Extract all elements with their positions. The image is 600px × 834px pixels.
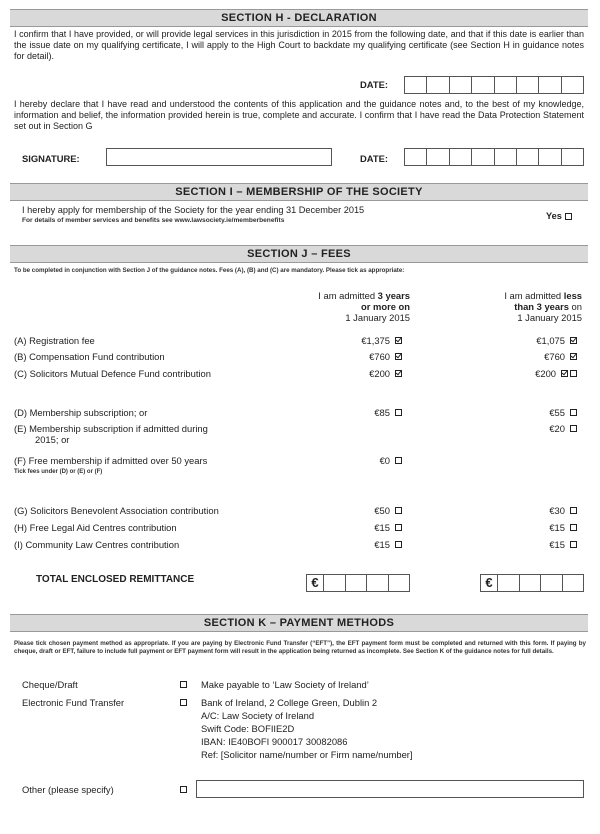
- fee-checkbox[interactable]: [570, 507, 577, 514]
- fee-value: €15: [549, 539, 565, 550]
- fee-checkbox[interactable]: [570, 409, 577, 416]
- fee-checkbox[interactable]: [395, 353, 402, 360]
- membership-yes-checkbox[interactable]: [565, 213, 572, 220]
- fee-row-label: (G) Solicitors Benevolent Association contribution: [14, 505, 219, 516]
- signature-label: SIGNATURE:: [22, 153, 80, 164]
- fee-value: €200: [369, 368, 390, 379]
- fee-value: €760: [544, 351, 565, 362]
- declaration-paragraph-1: I confirm that I have provided, or will provide legal services in this jurisdiction in 2015 from the following date, and that if this date is earlier than the issue date on my qualifying certificate, I will apply to the High Court to backdate my qualifying certificate (see Section H in guidance notes for detail).: [14, 29, 584, 61]
- fee-value: €15: [374, 522, 390, 533]
- fee-checkbox[interactable]: [570, 541, 577, 548]
- eft-account-line: A/C: Law Society of Ireland: [201, 710, 315, 721]
- fees-intro-text: To be completed in conjunction with Section J of the guidance notes. Fees (A), (B) and (C) are mandatory. Please tick as appropriate:: [14, 267, 405, 274]
- fee-checkbox[interactable]: [570, 337, 577, 344]
- section-k-header: SECTION K – PAYMENT METHODS: [10, 614, 588, 632]
- fee-row-label: (F) Free membership if admitted over 50 years: [14, 455, 208, 466]
- fee-checkbox[interactable]: [395, 507, 402, 514]
- yes-label: Yes: [546, 211, 562, 221]
- payment-intro-text: Please tick chosen payment method as appropriate. If you are paying by Electronic Fund Transfer (“EFT”), the EFT payment form must be completed and returned with this form. If paying by cheque, draft or EFT, failure to include full payment or EFT payment form will result in the application being returned as incomplete. See Section K of the guidance notes for full details.: [14, 640, 586, 656]
- fee-row-label: (A) Registration fee: [14, 335, 95, 346]
- declaration-paragraph-2: I hereby declare that I have read and understood the contents of this application and the guidance notes and, to the best of my knowledge, information and belief, the information provided herein is true, complete and accurate. I confirm that I have read the Data Protection Statement set out in Section G: [14, 99, 584, 131]
- other-payment-specify-field[interactable]: [196, 780, 584, 798]
- section-h-header: SECTION H - DECLARATION: [10, 9, 588, 27]
- fee-value: €85: [374, 407, 390, 418]
- eft-checkbox[interactable]: [180, 699, 187, 706]
- fee-row-label: (E) Membership subscription if admitted during: [14, 423, 208, 434]
- fee-row-label: (B) Compensation Fund contribution: [14, 351, 165, 362]
- fee-value: €1,075: [536, 335, 565, 346]
- other-payment-checkbox[interactable]: [180, 786, 187, 793]
- fee-row-label: (I) Community Law Centres contribution: [14, 539, 180, 550]
- fee-checkbox[interactable]: [395, 541, 402, 548]
- total-remittance-field-3-years[interactable]: [306, 574, 410, 592]
- other-payment-label: Other (please specify): [22, 784, 114, 795]
- fee-checkbox[interactable]: [395, 524, 402, 531]
- fee-row-label-continued: 2015; or: [35, 434, 70, 445]
- cheque-draft-label: Cheque/Draft: [22, 679, 78, 690]
- fee-value: €20: [549, 423, 565, 434]
- total-remittance-field-less-than-3-years[interactable]: [480, 574, 584, 592]
- date-label-2: DATE:: [360, 153, 388, 164]
- date-label: DATE:: [360, 79, 388, 90]
- membership-apply-text: I hereby apply for membership of the Society for the year ending 31 December 2015: [22, 205, 365, 215]
- fee-value: €760: [369, 351, 390, 362]
- fee-value: €200: [535, 368, 556, 379]
- fee-checkbox[interactable]: [561, 370, 568, 377]
- cheque-draft-checkbox[interactable]: [180, 681, 187, 688]
- eft-label: Electronic Fund Transfer: [22, 697, 125, 708]
- member-benefits-text: For details of member services and benefits see www.lawsociety.ie/memberbenefits: [22, 217, 285, 224]
- fee-checkbox[interactable]: [395, 409, 402, 416]
- fee-checkbox[interactable]: [570, 353, 577, 360]
- fee-value: €0: [379, 455, 390, 466]
- column-header-less-than-3-years: I am admitted less than 3 years on 1 January 2015: [504, 290, 582, 323]
- eft-iban-line: IBAN: IE40BOFI 900017 30082086: [201, 736, 348, 747]
- fee-row-label: (C) Solicitors Mutual Defence Fund contribution: [14, 368, 211, 379]
- section-i-header: SECTION I – MEMBERSHIP OF THE SOCIETY: [10, 183, 588, 201]
- eft-ref-line: Ref: [Solicitor name/number or Firm name/number]: [201, 749, 413, 760]
- tick-fees-note: Tick fees under (D) or (E) or (F): [14, 469, 103, 475]
- fee-checkbox[interactable]: [570, 524, 577, 531]
- fee-row-label: (H) Free Legal Aid Centres contribution: [14, 522, 177, 533]
- fee-checkbox[interactable]: [570, 425, 577, 432]
- eft-swift-line: Swift Code: BOFIIE2D: [201, 723, 295, 734]
- fee-checkbox[interactable]: [395, 457, 402, 464]
- date-input-grid[interactable]: [404, 76, 584, 94]
- euro-symbol: €: [307, 575, 324, 591]
- cheque-payable-text: Make payable to ‘Law Society of Ireland’: [201, 679, 369, 690]
- fee-value: €1,375: [361, 335, 390, 346]
- section-j-header: SECTION J – FEES: [10, 245, 588, 263]
- fee-value: €55: [549, 407, 565, 418]
- fee-value: €50: [374, 505, 390, 516]
- eft-bank-line: Bank of Ireland, 2 College Green, Dublin 2: [201, 697, 378, 708]
- column-header-3-years-or-more: I am admitted 3 years or more on 1 January 2015: [318, 290, 410, 323]
- total-remittance-label: TOTAL ENCLOSED REMITTANCE: [36, 574, 195, 585]
- fee-checkbox[interactable]: [570, 370, 577, 377]
- fee-value: €15: [374, 539, 390, 550]
- fee-value: €15: [549, 522, 565, 533]
- fee-checkbox[interactable]: [395, 337, 402, 344]
- fee-row-label: (D) Membership subscription; or: [14, 407, 148, 418]
- fee-value: €30: [549, 505, 565, 516]
- euro-symbol: €: [481, 575, 498, 591]
- signature-date-grid[interactable]: [404, 148, 584, 166]
- fee-checkbox[interactable]: [395, 370, 402, 377]
- signature-field[interactable]: [106, 148, 332, 166]
